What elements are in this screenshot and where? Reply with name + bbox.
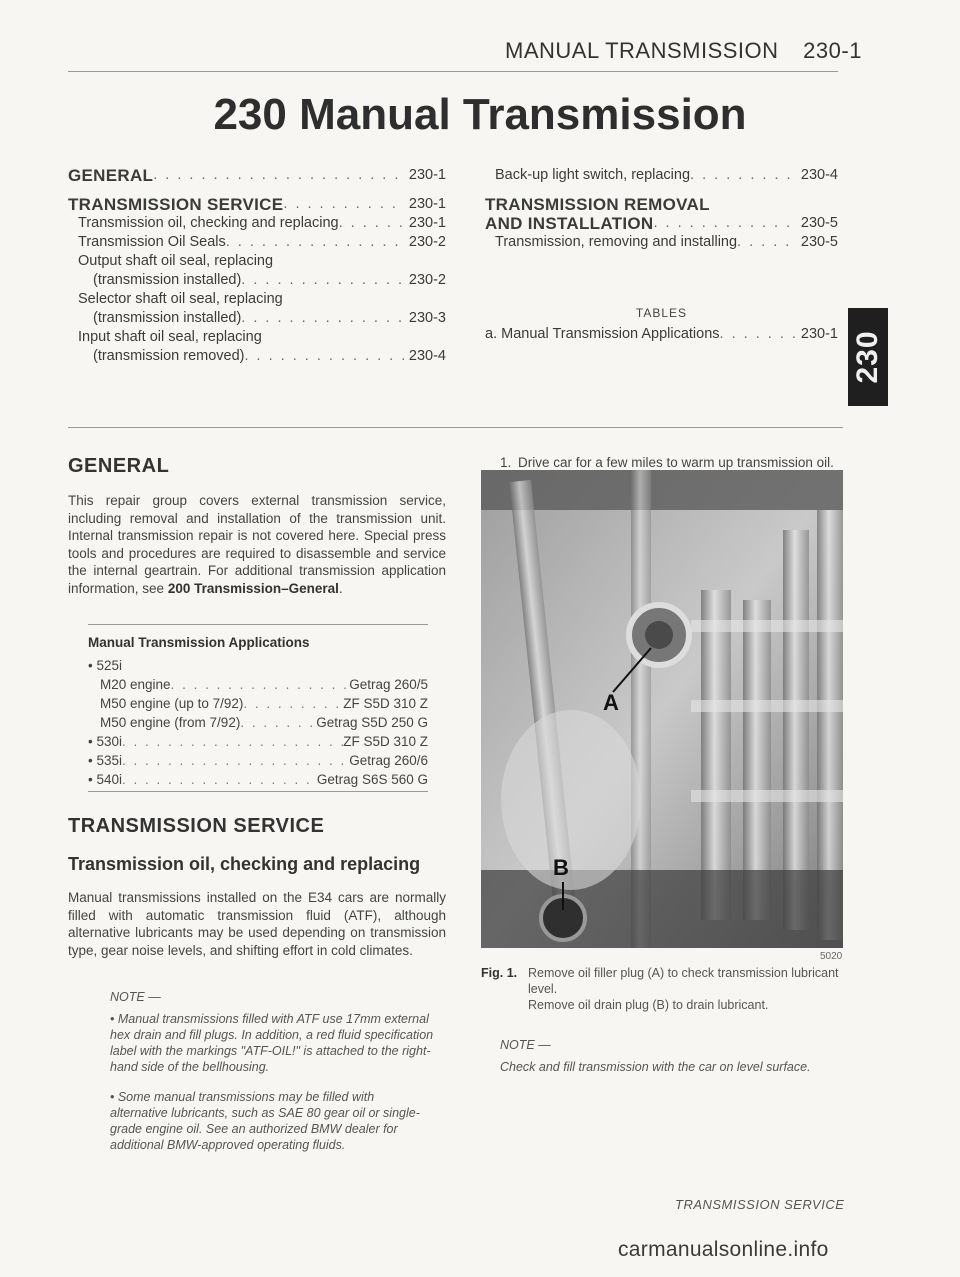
toc-left-entry-page: 230-4 bbox=[408, 348, 446, 364]
toc-left-entry-text: Output shaft oil seal, replacing bbox=[78, 253, 274, 269]
toc-right-entry[interactable] bbox=[485, 166, 838, 185]
toc-right-entry-text: Transmission, removing and installing bbox=[495, 234, 738, 250]
table-caption: Manual Transmission Applications bbox=[88, 635, 310, 650]
table-row bbox=[88, 751, 428, 770]
step-text: Drive car for a few miles to warm up transmission oil. bbox=[518, 455, 834, 470]
toc-left-entry[interactable] bbox=[68, 309, 446, 328]
step-item bbox=[500, 454, 845, 472]
toc-right-entry-page: 230-5 bbox=[800, 234, 838, 250]
section-tab bbox=[848, 308, 888, 406]
running-title: MANUAL TRANSMISSION bbox=[505, 38, 779, 63]
toc-left-entry-text: Transmission oil, checking and replacing bbox=[78, 215, 339, 231]
toc-right-entry[interactable] bbox=[485, 214, 838, 233]
running-header bbox=[505, 38, 862, 64]
toc-left-entry-page: 230-1 bbox=[408, 167, 446, 183]
note-right-text: Check and fill transmission with the car on level surface. bbox=[500, 1060, 811, 1074]
table-row-label: • 535i bbox=[88, 753, 123, 768]
table-row bbox=[88, 732, 428, 751]
step-number: 1. bbox=[500, 455, 512, 470]
toc-right-column bbox=[485, 166, 838, 252]
caption-line-2: Remove oil drain plug (B) to drain lubricant. bbox=[528, 998, 769, 1012]
table-row-label: • 540i bbox=[88, 772, 123, 787]
service-subheading: Transmission oil, checking and replacing bbox=[68, 854, 421, 874]
table-row bbox=[88, 694, 428, 713]
toc-left-entry[interactable] bbox=[68, 328, 446, 347]
toc-right-entry-page: 230-4 bbox=[800, 167, 838, 183]
toc-left-entry-page: 230-1 bbox=[408, 215, 446, 231]
toc-left-entry-text: Selector shaft oil seal, replacing bbox=[78, 291, 283, 307]
applications-table bbox=[88, 633, 428, 789]
toc-left-entry-page: 230-2 bbox=[408, 234, 446, 250]
note-right bbox=[500, 1037, 830, 1075]
tables-heading: TABLES bbox=[635, 306, 688, 320]
table-row-label: • 530i bbox=[88, 734, 123, 749]
toc-left-entry[interactable] bbox=[68, 166, 446, 185]
toc-left-entry[interactable] bbox=[68, 290, 446, 309]
toc-left-entry[interactable] bbox=[68, 271, 446, 290]
table-bottom-rule bbox=[88, 791, 428, 792]
service-heading: TRANSMISSION SERVICE bbox=[68, 815, 325, 837]
toc-left-entry-text: (transmission removed) bbox=[93, 348, 245, 364]
general-para-end: . bbox=[338, 580, 343, 596]
section-divider bbox=[68, 427, 843, 428]
table-row bbox=[88, 713, 428, 732]
toc-left-entry-page: 230-3 bbox=[408, 310, 446, 326]
note-left bbox=[110, 989, 435, 1167]
footer-section-name: TRANSMISSION SERVICE bbox=[675, 1197, 845, 1212]
general-heading: GENERAL bbox=[68, 455, 170, 477]
general-para-ref: 200 Transmission–General bbox=[167, 580, 339, 596]
tables-entry bbox=[485, 325, 838, 344]
page-title: 230 Manual Transmission bbox=[213, 90, 747, 139]
toc-left-entry-text: Input shaft oil seal, replacing bbox=[78, 329, 262, 345]
service-paragraph: Manual transmissions installed on the E34 cars are normally filled with automatic transmission fluid (ATF), although alternative lubricants may be used depending on transmission type, gear noise levels, and shifting effort in cold climates. bbox=[68, 890, 446, 958]
caption-line-1: Remove oil filler plug (A) to check transmission lubricant level. bbox=[528, 966, 839, 996]
toc-right-entry[interactable] bbox=[485, 195, 838, 214]
caption-label: Fig. 1. bbox=[481, 966, 518, 980]
toc-left-entry[interactable] bbox=[68, 195, 446, 214]
callout-b: B bbox=[553, 855, 569, 880]
table-top-rule bbox=[88, 624, 428, 625]
table-row-value: Getrag S5D 250 G bbox=[316, 715, 428, 730]
table-row-label: M50 engine (up to 7/92) bbox=[100, 696, 244, 711]
table-row-label: M50 engine (from 7/92) bbox=[100, 715, 241, 730]
table-row-value: Getrag S6S 560 G bbox=[316, 772, 428, 787]
callout-a: A bbox=[603, 690, 619, 715]
watermark[interactable]: carmanualsonline.info bbox=[618, 1238, 829, 1261]
toc-left-entry[interactable] bbox=[68, 347, 446, 366]
page-number: 230-1 bbox=[803, 38, 862, 63]
section-tab-label: 230 bbox=[851, 330, 884, 384]
toc-right-entry-page: 230-5 bbox=[800, 215, 838, 231]
note-right-label: NOTE — bbox=[500, 1038, 551, 1052]
figure-number: 5020 bbox=[820, 951, 843, 962]
toc-left-entry[interactable] bbox=[68, 233, 446, 252]
table-row-label: • 525i bbox=[88, 658, 123, 673]
toc-left-entry-page: 230-2 bbox=[408, 272, 446, 288]
toc-left-entry[interactable] bbox=[68, 252, 446, 271]
toc-left-entry-text: (transmission installed) bbox=[93, 272, 242, 288]
toc-left-entry-text: TRANSMISSION SERVICE bbox=[68, 195, 284, 214]
tables-entry-page: 230-1 bbox=[800, 326, 838, 342]
toc-left-entry[interactable] bbox=[68, 214, 446, 233]
table-row bbox=[88, 656, 428, 675]
table-row bbox=[88, 770, 428, 789]
note-left-item: • Manual transmissions filled with ATF use 17mm external hex drain and fill plugs. In addition, a red fluid specification label with the markings "ATF-OIL!" is attached to the right-hand side of the bellhousing. bbox=[110, 1012, 434, 1074]
general-para-text: This repair group covers external transmission service, including removal and installation of the transmission unit. Internal transmission repair is not covered here. Special press tools and procedures are required to disassemble and service the internal geartrain. For additional transmission application information, see bbox=[68, 493, 446, 596]
toc-left-entry-page: 230-1 bbox=[408, 196, 446, 212]
toc-left-entry-text: Transmission Oil Seals bbox=[78, 234, 226, 250]
table-row bbox=[88, 675, 428, 694]
toc-right-entry[interactable] bbox=[485, 233, 838, 252]
toc-right-entry-text: AND INSTALLATION bbox=[485, 214, 654, 233]
table-row-label: M20 engine bbox=[100, 677, 171, 692]
note-left-item: • Some manual transmissions may be filled with alternative lubricants, such as SAE 80 gear oil or single-grade engine oil. See an authorized BMW dealer for additional BMW-approved operating fluids. bbox=[110, 1090, 420, 1152]
header-rule bbox=[68, 71, 838, 72]
toc-right-entry-text: TRANSMISSION REMOVAL bbox=[485, 195, 710, 214]
toc-right-entry-text: Back-up light switch, replacing bbox=[495, 167, 691, 183]
figure-photo bbox=[481, 470, 843, 948]
transmission-photo-graphic bbox=[481, 470, 843, 948]
table-row-value: ZF S5D 310 Z bbox=[343, 734, 428, 749]
tables-entry-text: a. Manual Transmission Applications bbox=[485, 326, 720, 342]
toc-left-column bbox=[68, 166, 446, 366]
table-row-value: Getrag 260/5 bbox=[349, 677, 428, 692]
note-left-label: NOTE — bbox=[110, 990, 161, 1004]
table-row-value: ZF S5D 310 Z bbox=[343, 696, 428, 711]
table-row-value: Getrag 260/6 bbox=[349, 753, 428, 768]
toc-left-entry-text: GENERAL bbox=[68, 166, 154, 185]
general-paragraph bbox=[68, 492, 446, 597]
toc-left-entry-text: (transmission installed) bbox=[93, 310, 242, 326]
figure-caption bbox=[481, 965, 851, 1013]
